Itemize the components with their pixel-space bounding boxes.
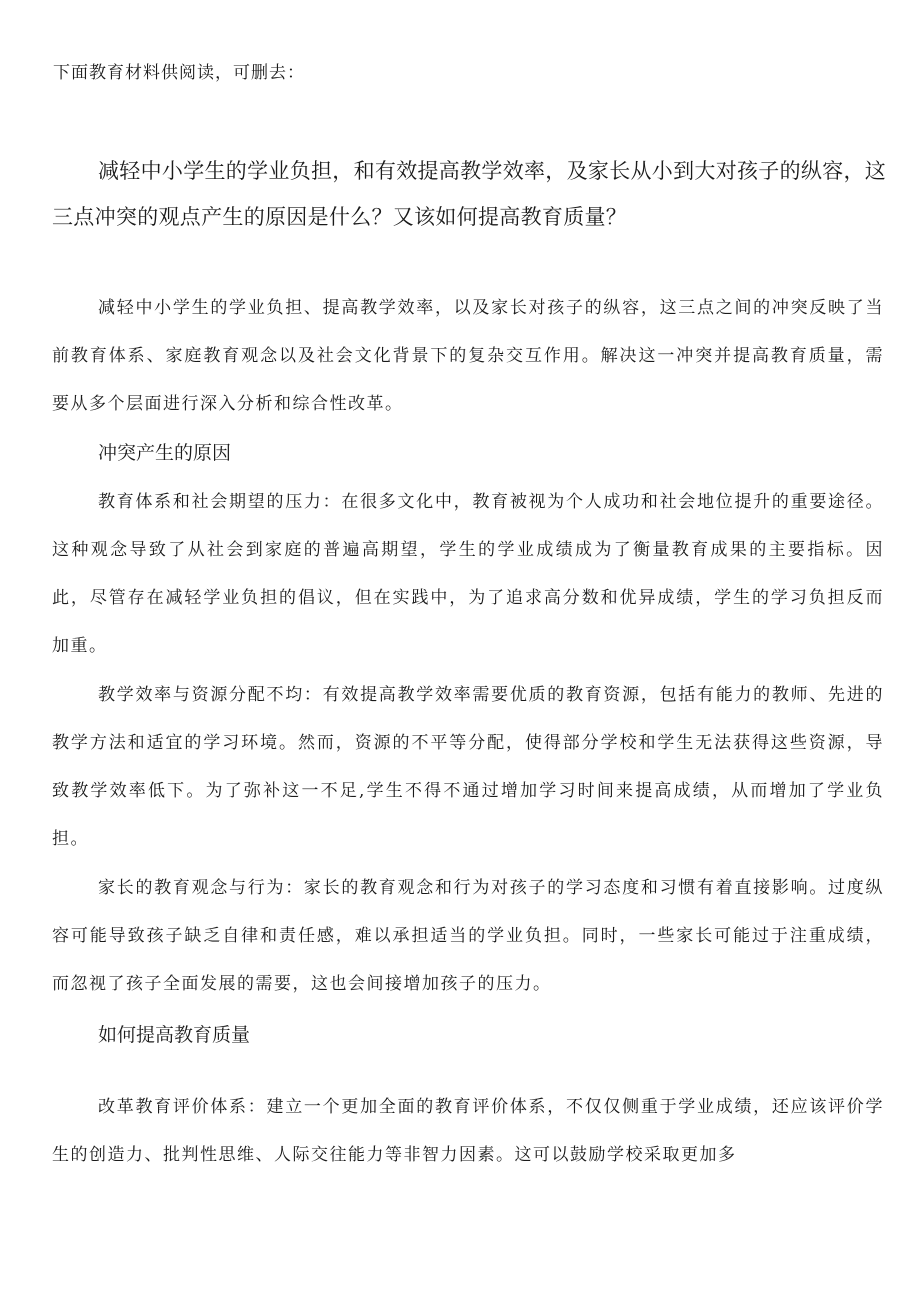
section-heading-improvement: 如何提高教育质量: [98, 1024, 251, 1046]
paragraph-parent-attitudes: 家长的教育观念与行为：家长的教育观念和行为对孩子的学习态度和习惯有着直接影响。过度纵容可能导致孩子缺乏自律和责任感，难以承担适当的学业负担。同时，一些家长可能过于注重成绩，而忽视了孩子全面发展的需要，这也会间接增加孩子的压力。: [52, 878, 884, 994]
intro-paragraph: 减轻中小学生的学业负担、提高教学效率，以及家长对孩子的纵容，这三点之间的冲突反映了当前教育体系、家庭教育观念以及社会文化背景下的复杂交互作用。解决这一冲突并提高教育质量，需要从多个层面进行深入分析和综合性改革。: [52, 298, 884, 414]
paragraph-resource-allocation: 教学效率与资源分配不均：有效提高教学效率需要优质的教育资源，包括有能力的教师、先进的教学方法和适宜的学习环境。然而，资源的不平等分配，使得部分学校和学生无法获得这些资源，导致教学效率低下。为了弥补这一不足,学生不得不通过增加学习时间来提高成绩，从而增加了学业负担。: [52, 685, 884, 849]
reading-note: 下面教育材料供阅读，可删去：: [53, 63, 305, 83]
main-title: 减轻中小学生的学业负担，和有效提高教学效率，及家长从小到大对孩子的纵容，这三点冲突的观点产生的原因是什么？又该如何提高教育质量？: [52, 159, 887, 229]
section-heading-causes: 冲突产生的原因: [98, 442, 232, 464]
paragraph-education-pressure: 教育体系和社会期望的压力：在很多文化中，教育被视为个人成功和社会地位提升的重要途径。这种观念导致了从社会到家庭的普遍高期望，学生的学业成绩成为了衡量教育成果的主要指标。因此，尽管存在减轻学业负担的倡议，但在实践中，为了追求高分数和优异成绩，学生的学习负担反而加重。: [52, 492, 884, 656]
paragraph-evaluation-reform: 改革教育评价体系：建立一个更加全面的教育评价体系，不仅仅侧重于学业成绩，还应该评价学生的创造力、批判性思维、人际交往能力等非智力因素。这可以鼓励学校采取更加多: [52, 1097, 884, 1165]
